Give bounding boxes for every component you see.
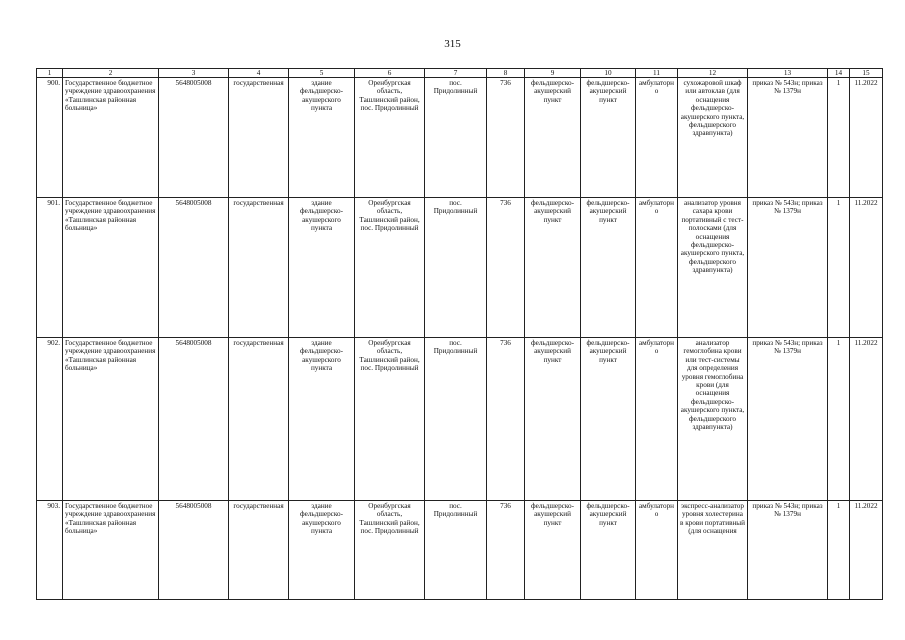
quantity-cell: 1	[828, 501, 850, 600]
quantity-cell: 1	[828, 198, 850, 338]
inn-cell: 5648005008	[159, 78, 229, 198]
page-number: 315	[444, 38, 461, 50]
row-number: 901.	[37, 198, 63, 338]
column-header: 14	[828, 69, 850, 78]
column-header: 2	[63, 69, 159, 78]
population-cell: 736	[487, 338, 525, 501]
building-cell: здание фельдшерско-акушерского пункта	[289, 501, 355, 600]
column-header: 6	[355, 69, 425, 78]
care-form-cell: амбулаторно	[636, 78, 678, 198]
population-cell: 736	[487, 198, 525, 338]
column-header: 9	[525, 69, 581, 78]
column-header: 7	[425, 69, 487, 78]
building-cell: здание фельдшерско-акушерского пункта	[289, 338, 355, 501]
quantity-cell: 1	[828, 338, 850, 501]
ownership-cell: государственная	[229, 78, 289, 198]
building-cell: здание фельдшерско-акушерского пункта	[289, 198, 355, 338]
column-header: 4	[229, 69, 289, 78]
ownership-cell: государственная	[229, 198, 289, 338]
orders-cell: приказ № 543н; приказ № 1379н	[748, 501, 828, 600]
inn-cell: 5648005008	[159, 198, 229, 338]
facility-type-cell: фельдшерско-акушерский пункт	[525, 198, 581, 338]
orders-cell: приказ № 543н; приказ № 1379н	[748, 198, 828, 338]
equipment-cell: анализатор гемоглобина крови или тест-системы для определения уровня гемоглобина крови (для оснащения фельдшерско-акушерского пункта, фельдшерского здравпункта)	[678, 338, 748, 501]
facility-type-cell: фельдшерско-акушерский пункт	[525, 501, 581, 600]
column-header: 1	[37, 69, 63, 78]
facility-type-cell: фельдшерско-акушерский пункт	[581, 78, 636, 198]
address-cell: Оренбургская область, Ташлинский район, пос. Придолинный	[355, 501, 425, 600]
organization-cell: Государственное бюджетное учреждение здравоохранения «Ташлинская районная больница»	[63, 78, 159, 198]
equipment-cell: сухожаровой шкаф или автоклав (для оснащения фельдшерско-акушерского пункта, фельдшерского здравпункта)	[678, 78, 748, 198]
organization-cell: Государственное бюджетное учреждение здравоохранения «Ташлинская районная больница»	[63, 338, 159, 501]
address-cell: Оренбургская область, Ташлинский район, пос. Придолинный	[355, 78, 425, 198]
care-form-cell: амбулаторно	[636, 198, 678, 338]
column-header: 13	[748, 69, 828, 78]
settlement-cell: пос. Придолинный	[425, 198, 487, 338]
organization-cell: Государственное бюджетное учреждение здравоохранения «Ташлинская районная больница»	[63, 501, 159, 600]
date-cell: 11.2022	[850, 198, 883, 338]
header-row	[37, 69, 883, 78]
column-header: 10	[581, 69, 636, 78]
facility-type-cell: фельдшерско-акушерский пункт	[581, 338, 636, 501]
table-row	[37, 198, 883, 338]
ownership-cell: государственная	[229, 338, 289, 501]
column-header: 11	[636, 69, 678, 78]
settlement-cell: пос. Придолинный	[425, 338, 487, 501]
equipment-cell: экспресс-анализатор уровня холестерина в крови портативный (для оснащения	[678, 501, 748, 600]
organization-cell: Государственное бюджетное учреждение здравоохранения «Ташлинская районная больница»	[63, 198, 159, 338]
table-row	[37, 338, 883, 501]
quantity-cell: 1	[828, 78, 850, 198]
inn-cell: 5648005008	[159, 338, 229, 501]
population-cell: 736	[487, 78, 525, 198]
column-header: 15	[850, 69, 883, 78]
column-header: 5	[289, 69, 355, 78]
building-cell: здание фельдшерско-акушерского пункта	[289, 78, 355, 198]
address-cell: Оренбургская область, Ташлинский район, пос. Придолинный	[355, 198, 425, 338]
settlement-cell: пос. Придолинный	[425, 501, 487, 600]
settlement-cell: пос. Придолинный	[425, 78, 487, 198]
equipment-cell: анализатор уровня сахара крови портативный с тест-полосками (для оснащения фельдшерско-акушерского пункта, фельдшерского здравпункта)	[678, 198, 748, 338]
facility-type-cell: фельдшерско-акушерский пункт	[581, 198, 636, 338]
registry-table	[36, 68, 883, 600]
column-header: 8	[487, 69, 525, 78]
row-number: 900.	[37, 78, 63, 198]
date-cell: 11.2022	[850, 501, 883, 600]
column-header: 12	[678, 69, 748, 78]
date-cell: 11.2022	[850, 338, 883, 501]
population-cell: 736	[487, 501, 525, 600]
orders-cell: приказ № 543н; приказ № 1379н	[748, 338, 828, 501]
row-number: 903.	[37, 501, 63, 600]
facility-type-cell: фельдшерско-акушерский пункт	[525, 78, 581, 198]
inn-cell: 5648005008	[159, 501, 229, 600]
facility-type-cell: фельдшерско-акушерский пункт	[525, 338, 581, 501]
care-form-cell: амбулаторно	[636, 338, 678, 501]
date-cell: 11.2022	[850, 78, 883, 198]
table-row	[37, 501, 883, 600]
ownership-cell: государственная	[229, 501, 289, 600]
row-number: 902.	[37, 338, 63, 501]
address-cell: Оренбургская область, Ташлинский район, пос. Придолинный	[355, 338, 425, 501]
orders-cell: приказ № 543н; приказ № 1379н	[748, 78, 828, 198]
table-row	[37, 78, 883, 198]
facility-type-cell: фельдшерско-акушерский пункт	[581, 501, 636, 600]
column-header: 3	[159, 69, 229, 78]
care-form-cell: амбулаторно	[636, 501, 678, 600]
